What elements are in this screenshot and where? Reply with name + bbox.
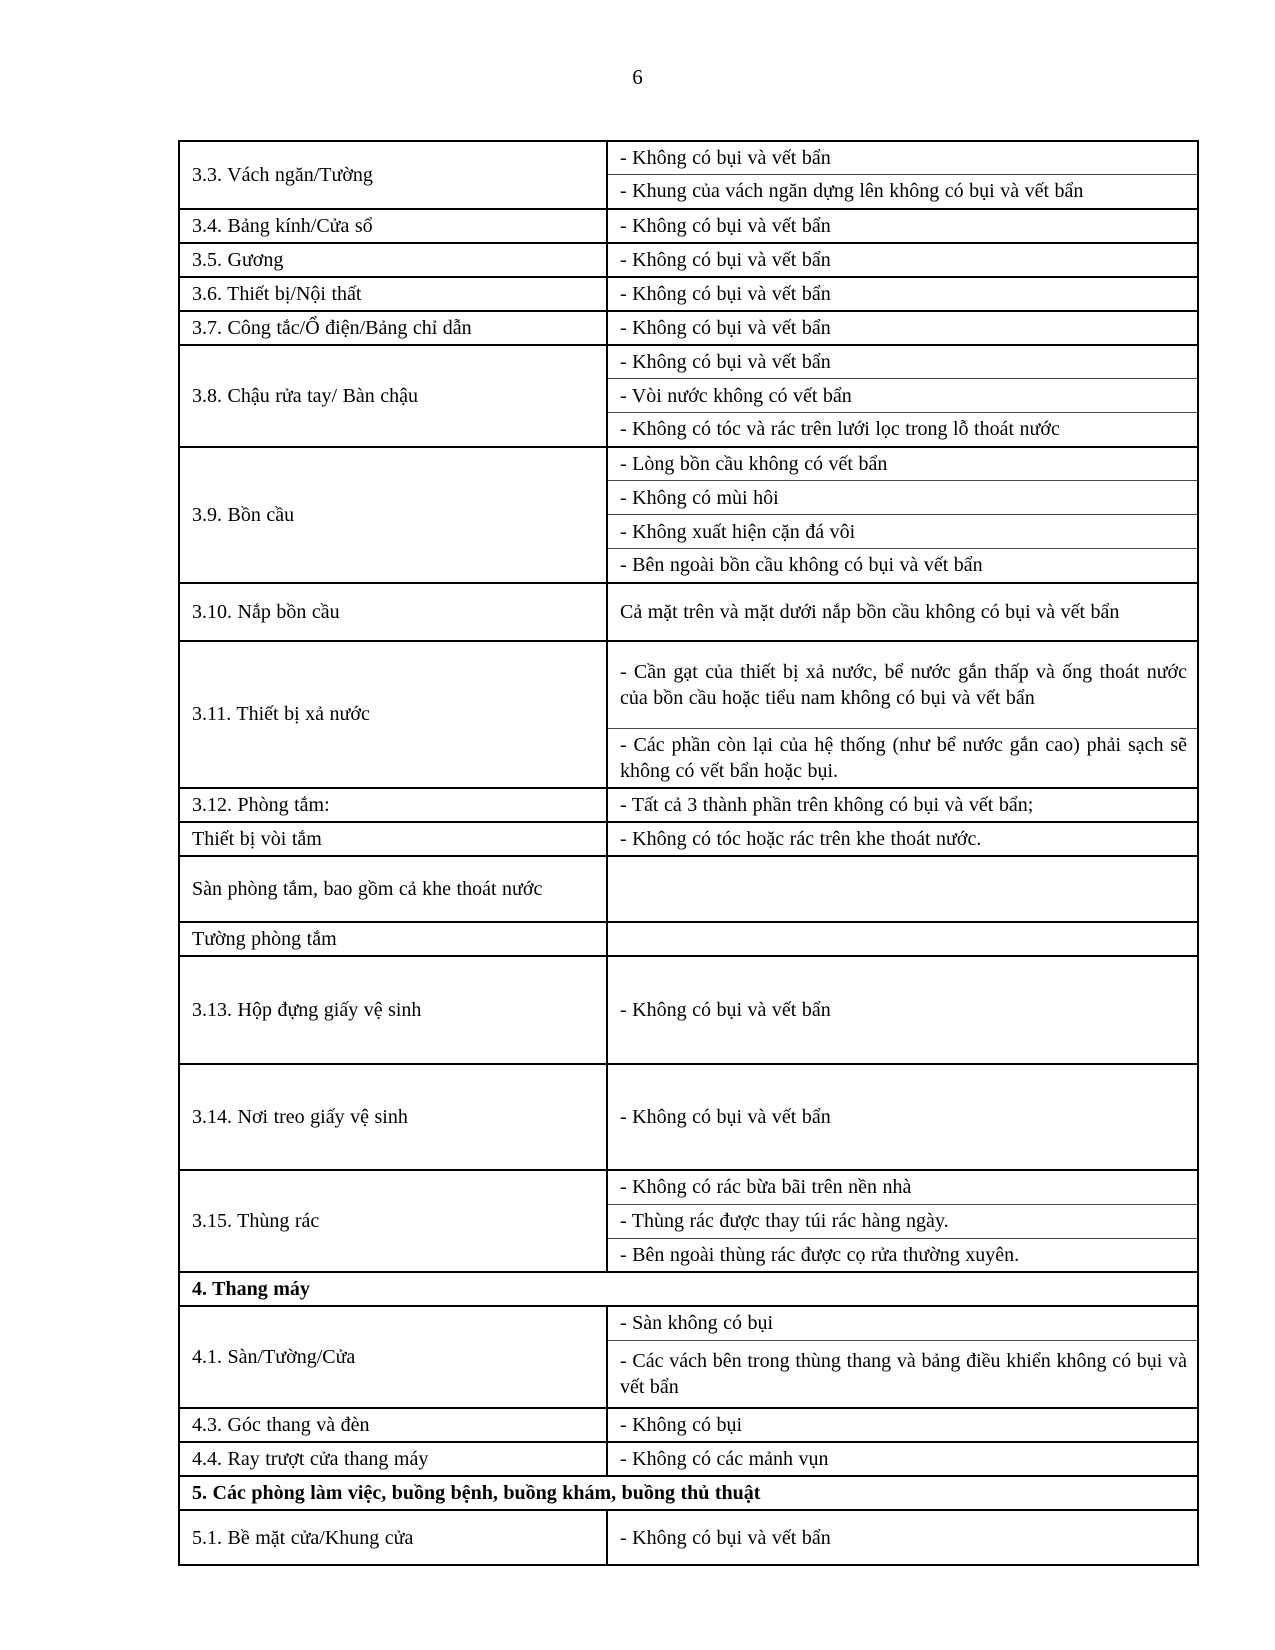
item-label-cell: 3.14. Nơi treo giấy vệ sinh: [179, 1064, 607, 1170]
item-label-cell: 4.4. Ray trượt cửa thang máy: [179, 1442, 607, 1476]
criterion-cell: - Không có bụi và vết bẩn: [607, 1064, 1198, 1170]
criterion-cell: - Không có bụi và vết bẩn: [607, 345, 1198, 379]
item-label-cell: 3.13. Hộp đựng giấy vệ sinh: [179, 956, 607, 1064]
criterion-cell: - Không có bụi và vết bẩn: [607, 956, 1198, 1064]
item-label-cell: 3.15. Thùng rác: [179, 1170, 607, 1272]
table-row: [179, 311, 1198, 345]
section-row: [179, 1476, 1198, 1510]
page-number: 6: [632, 65, 643, 89]
criterion-cell: - Không có bụi và vết bẩn: [607, 311, 1198, 345]
criterion-cell: - Các vách bên trong thùng thang và bảng điều khiển không có bụi và vết bẩn: [607, 1340, 1198, 1408]
section-header: 5. Các phòng làm việc, buồng bệnh, buồng khám, buồng thủ thuật: [179, 1476, 1198, 1510]
table-row: [179, 856, 1198, 922]
table-row: [179, 583, 1198, 641]
criterion-cell: - Các phần còn lại của hệ thống (như bể nước gắn cao) phải sạch sẽ không có vết bẩn hoặc bụi.: [607, 729, 1198, 789]
criterion-cell: - Không có các mảnh vụn: [607, 1442, 1198, 1476]
criterion-cell: - Không có mùi hôi: [607, 481, 1198, 515]
table-row: [179, 822, 1198, 856]
criterion-cell: - Không có rác bừa bãi trên nền nhà: [607, 1170, 1198, 1204]
item-label-cell: Sàn phòng tắm, bao gồm cả khe thoát nước: [179, 856, 607, 922]
table-row: [179, 1170, 1198, 1204]
item-label-cell: 3.9. Bồn cầu: [179, 447, 607, 583]
item-label-cell: 3.4. Bảng kính/Cửa sổ: [179, 209, 607, 243]
table-row: [179, 956, 1198, 1064]
criterion-cell: [607, 856, 1198, 922]
criterion-cell: - Khung của vách ngăn dựng lên không có bụi và vết bẩn: [607, 175, 1198, 209]
table-row: [179, 1442, 1198, 1476]
item-label-cell: 3.3. Vách ngăn/Tường: [179, 141, 607, 209]
table-row: [179, 345, 1198, 379]
table-row: [179, 922, 1198, 956]
table-row: [179, 141, 1198, 175]
criterion-cell: - Cần gạt của thiết bị xả nước, bể nước gắn thấp và ống thoát nước của bồn cầu hoặc tiểu nam không có bụi và vết bẩn: [607, 641, 1198, 729]
criterion-cell: - Không có bụi và vết bẩn: [607, 209, 1198, 243]
item-label-cell: 3.7. Công tắc/Ổ điện/Bảng chỉ dẫn: [179, 311, 607, 345]
item-label-cell: 4.3. Góc thang và đèn: [179, 1408, 607, 1442]
section-header: 4. Thang máy: [179, 1272, 1198, 1306]
table-row: [179, 641, 1198, 729]
criterion-cell: - Không có bụi và vết bẩn: [607, 243, 1198, 277]
item-label-cell: 4.1. Sàn/Tường/Cửa: [179, 1306, 607, 1408]
criterion-cell: - Không có tóc và rác trên lưới lọc trong lỗ thoát nước: [607, 413, 1198, 447]
table-row: [179, 209, 1198, 243]
table-row: [179, 1510, 1198, 1565]
item-label-cell: 5.1. Bề mặt cửa/Khung cửa: [179, 1510, 607, 1565]
criterion-cell: [607, 922, 1198, 956]
criterion-cell: - Lòng bồn cầu không có vết bẩn: [607, 447, 1198, 481]
item-label-cell: 3.6. Thiết bị/Nội thất: [179, 277, 607, 311]
criterion-cell: - Không có bụi và vết bẩn: [607, 277, 1198, 311]
table-row: [179, 447, 1198, 481]
criterion-cell: - Không có bụi và vết bẩn: [607, 141, 1198, 175]
item-label-cell: Tường phòng tắm: [179, 922, 607, 956]
criterion-cell: - Không có bụi: [607, 1408, 1198, 1442]
table-row: [179, 243, 1198, 277]
item-label-cell: 3.10. Nắp bồn cầu: [179, 583, 607, 641]
criterion-cell: - Không xuất hiện cặn đá vôi: [607, 515, 1198, 549]
item-label-cell: 3.12. Phòng tắm:: [179, 788, 607, 822]
cleaning-criteria-table: [178, 140, 1199, 1566]
criterion-cell: - Vòi nước không có vết bẩn: [607, 379, 1198, 413]
criterion-cell: - Thùng rác được thay túi rác hàng ngày.: [607, 1204, 1198, 1238]
item-label-cell: Thiết bị vòi tắm: [179, 822, 607, 856]
table-row: [179, 1408, 1198, 1442]
item-label-cell: 3.11. Thiết bị xả nước: [179, 641, 607, 789]
criterion-cell: Cả mặt trên và mặt dưới nắp bồn cầu không có bụi và vết bẩn: [607, 583, 1198, 641]
table-row: [179, 1064, 1198, 1170]
criterion-cell: - Không có bụi và vết bẩn: [607, 1510, 1198, 1565]
table-row: [179, 277, 1198, 311]
table-row: [179, 788, 1198, 822]
criterion-cell: - Sàn không có bụi: [607, 1306, 1198, 1340]
criterion-cell: - Bên ngoài thùng rác được cọ rửa thường xuyên.: [607, 1238, 1198, 1272]
table-row: [179, 1306, 1198, 1340]
item-label-cell: 3.8. Chậu rửa tay/ Bàn chậu: [179, 345, 607, 447]
criterion-cell: - Tất cả 3 thành phần trên không có bụi và vết bẩn;: [607, 788, 1198, 822]
criterion-cell: - Không có tóc hoặc rác trên khe thoát nước.: [607, 822, 1198, 856]
section-row: [179, 1272, 1198, 1306]
item-label-cell: 3.5. Gương: [179, 243, 607, 277]
criterion-cell: - Bên ngoài bồn cầu không có bụi và vết bẩn: [607, 549, 1198, 583]
